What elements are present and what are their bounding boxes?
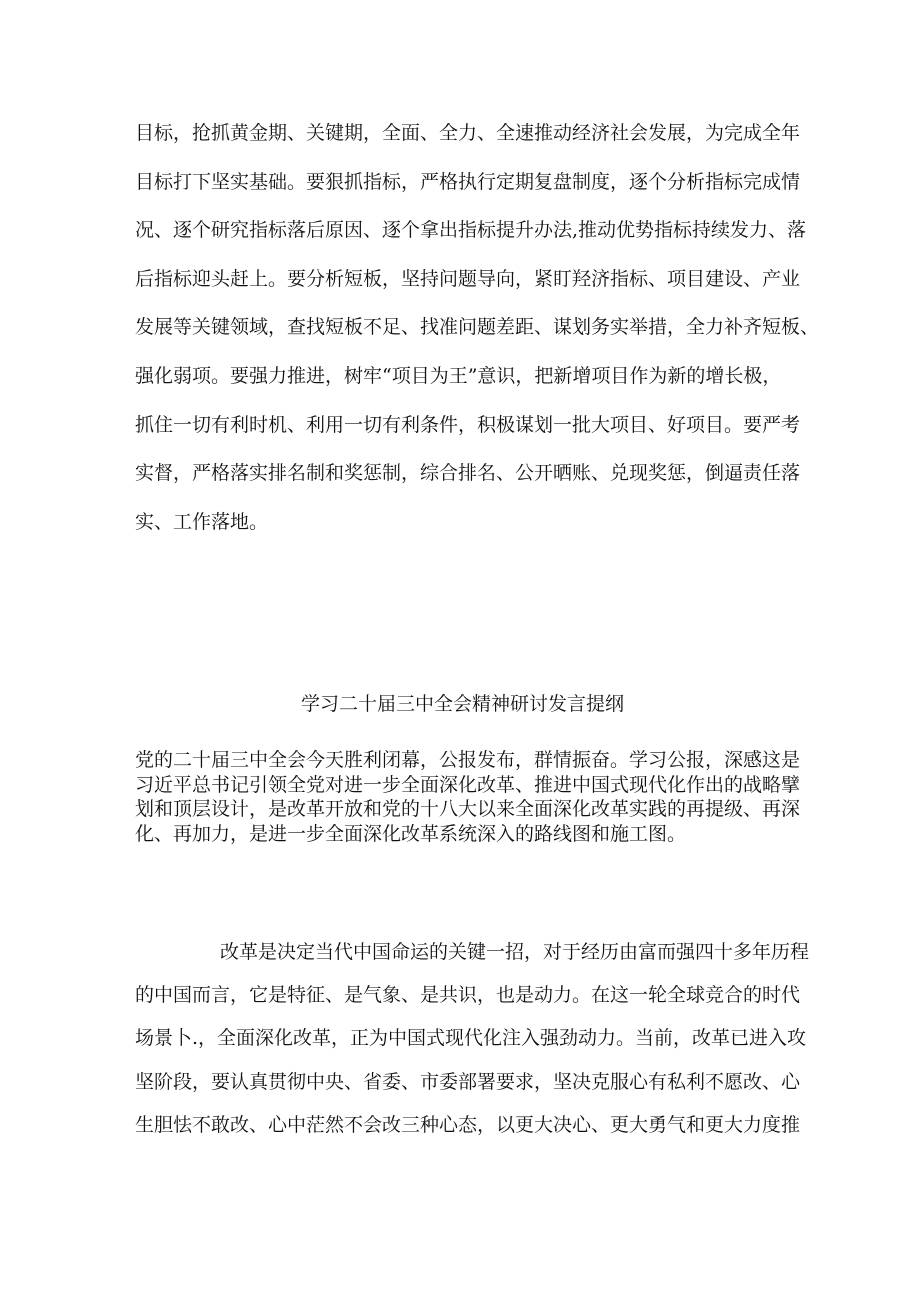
- body-paragraph: [135, 938, 810, 1154]
- document-title: 学习二十届三中全会精神研讨发言提纲: [300, 693, 624, 715]
- text-line: 划和顶层设计，是改革开放和党的十八大以来全面深化改革实践的再提级、再深: [135, 798, 801, 820]
- text-line: 目标打下坚实基础。要狠抓指标，严格执行定期复盘制度，逐个分析指标完成情: [135, 170, 801, 193]
- text-line: 实、工作落地。: [135, 510, 269, 533]
- text-line: 化、再加力，是进一步全面深化改革系统深入的路线图和施工图。: [135, 822, 687, 845]
- text-line: 目标，抢抓黄金期、关键期，全面、全力、全速推动经济社会发展，为完成全年: [135, 122, 801, 144]
- intro-paragraph: [135, 748, 801, 846]
- text-line: 后指标迎头赶上。要分析短板，坚持问题导向，紧盯羟济指标、项目建设、产业: [135, 267, 801, 290]
- text-line: 发展等关键领域，查找短板不足、找准问题差距、谋划务实举措，全力补齐短板、: [135, 316, 820, 339]
- text-line: 场景卜.，全面深化改革，正为中国式现代化注入强劲动力。当前，改革已进入攻: [135, 1027, 807, 1050]
- text-line: 实督，严格落实排名制和奖惩制，综合排名、公开晒账、兑现奖惩，倒逼责任落: [135, 462, 801, 485]
- text-line: 改革是决定当代中国命运的关键一招，对于经历由富而强四十多年历程: [220, 941, 810, 963]
- text-line: 抓住一切有利时机、利用一切有利条件，积极谋划一批大项目、好项目。要严考: [135, 413, 801, 436]
- paragraph-continued: [135, 118, 820, 555]
- text-line: 党的二十届三中全会今天胜利闭幕，公报发布，群情振奋。学习公报，深感这是: [135, 749, 801, 771]
- text-line: 的中国而言，它是特征、是气象、是共识，也是动力。在这一轮全球竞合的时代: [135, 984, 801, 1007]
- text-line: 强化弱项。要强力推进，树牢“项目为王”意识，把新增项目作为新的增长极，: [135, 364, 782, 387]
- text-line: 况、逐个研究指标落后原因、逐个拿出指标提升办法,推动优势指标持续发力、落: [135, 219, 807, 242]
- text-line: 习近平总书记引领全党对进一步全面深化改革、推进中国式现代化作出的战略擘: [135, 773, 801, 796]
- text-line: 坚阶段，要认真贯彻中央、省委、市委部署要求，坚决克服心有私利不愿改、心: [135, 1070, 801, 1093]
- text-line: 生胆怯不敢改、心中茫然不会改三种心态，以更大决心、更大勇气和更大力度推: [135, 1113, 801, 1136]
